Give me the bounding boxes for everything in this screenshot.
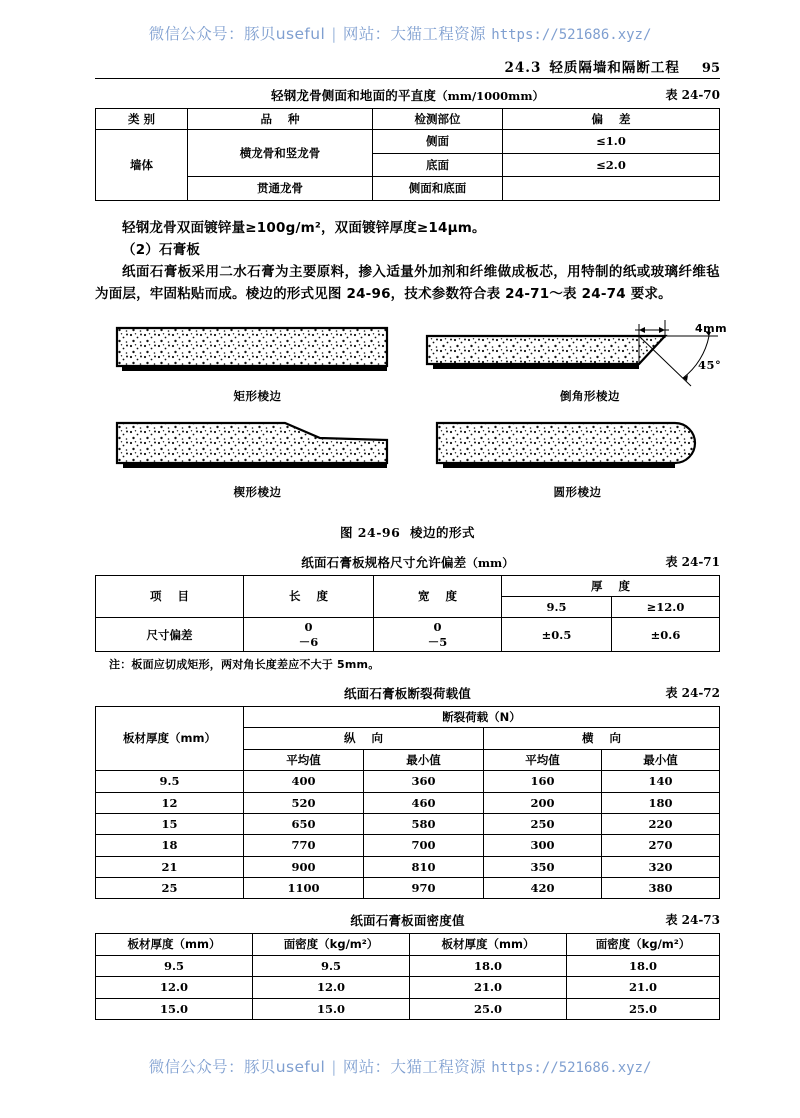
th-thickness-9-5: 9.5 — [502, 596, 612, 617]
th-density-2: 面密度（kg/m²） — [567, 934, 720, 955]
table-row — [96, 618, 720, 652]
table-24-73-title: 纸面石膏板面密度值 — [350, 913, 465, 929]
th-long-avg: 平均值 — [244, 749, 364, 770]
table-24-71-note: 注：板面应切成矩形，两对角长度差应不大于 5mm。 — [109, 658, 380, 672]
table-row — [96, 955, 720, 976]
table-row — [96, 977, 720, 998]
table-24-73 — [95, 933, 720, 1020]
th-trans-min: 最小值 — [602, 749, 720, 770]
table-24-70 — [95, 108, 720, 201]
table-row-header — [96, 707, 720, 728]
cell-long-avg: 520 — [244, 792, 364, 813]
section-title: 轻质隔墙和隔断工程 — [549, 60, 680, 76]
th-thickness: 厚 度 — [502, 575, 720, 596]
watermark-site-label: 网站：大猫工程资源 — [342, 25, 486, 43]
table-row — [96, 856, 720, 877]
figure-bevel-edge-drawing — [425, 316, 720, 395]
cell-category-wall: 墙体 — [96, 130, 188, 200]
paragraph-gypsum-description: 纸面石膏板采用二水石膏为主要原料，掺入适量外加剂和纤维做成板芯，用特制的纸或玻璃纤维毡为面层，牢固粘贴而成。棱边的形式见图 24-96，技术参数符合表 24-71～表 24-74 要求。 — [95, 264, 720, 303]
th-category: 类 别 — [96, 109, 188, 130]
th-board-thickness: 板材厚度（mm） — [96, 707, 244, 771]
cell-deviation-3 — [503, 177, 720, 200]
cell-density-2: 25.0 — [567, 998, 720, 1019]
cell-thickness: 12 — [96, 792, 244, 813]
cell-position-side: 侧面 — [373, 130, 503, 153]
table-row — [96, 998, 720, 1019]
table-24-71 — [95, 575, 720, 653]
cell-width-top: 0 — [433, 620, 442, 635]
cell-long-avg: 650 — [244, 813, 364, 834]
figure-label-wedge: 楔形棱边 — [233, 484, 282, 499]
table-24-73-number: 表 24-73 — [665, 913, 720, 928]
watermark-separator: | — [331, 1058, 337, 1076]
watermark-top — [0, 22, 800, 44]
cell-thickness: 15 — [96, 813, 244, 834]
th-thickness-2: 板材厚度（mm） — [410, 934, 567, 955]
figure-24-96 — [95, 316, 728, 521]
cell-thickness-2: 18.0 — [410, 955, 567, 976]
table-24-72-title: 纸面石膏板断裂荷载值 — [343, 686, 471, 702]
cell-thickness-2: 21.0 — [410, 977, 567, 998]
cell-trans-avg: 300 — [484, 835, 602, 856]
table-24-70-caption — [95, 86, 720, 104]
cell-density-2: 21.0 — [567, 977, 720, 998]
figure-rect-edge-drawing — [115, 322, 400, 388]
th-long-min: 最小值 — [364, 749, 484, 770]
figure-label-round: 圆形棱边 — [553, 484, 602, 499]
cell-long-min: 810 — [364, 856, 484, 877]
table-row — [96, 771, 720, 792]
cell-long-min: 580 — [364, 813, 484, 834]
th-thickness-1: 板材厚度（mm） — [96, 934, 253, 955]
table-24-72-caption — [95, 684, 720, 702]
figure-caption-text: 棱边的形式 — [410, 524, 476, 540]
figure-label-rect: 矩形棱边 — [233, 388, 282, 403]
th-item: 项 目 — [96, 575, 244, 618]
watermark-bottom — [0, 1055, 800, 1077]
cell-long-min: 970 — [364, 878, 484, 899]
cell-kind-through: 贯通龙骨 — [188, 177, 373, 200]
cell-thickness-1: 15.0 — [96, 998, 253, 1019]
cell-long-avg: 1100 — [244, 878, 364, 899]
table-row-header — [96, 575, 720, 596]
running-head-title — [505, 56, 680, 76]
th-deviation: 偏 差 — [503, 109, 720, 130]
cell-thickness-2: 25.0 — [410, 998, 567, 1019]
table-row — [96, 813, 720, 834]
figure-wedge-edge-drawing — [115, 419, 400, 485]
table-row — [96, 835, 720, 856]
table-row-header — [96, 109, 720, 130]
cell-thickness: 21 — [96, 856, 244, 877]
watermark-wechat-label: 微信公众号：豚贝useful — [148, 25, 326, 43]
figure-label-bevel: 倒角形棱边 — [560, 388, 620, 403]
cell-kind-studs: 横龙骨和竖龙骨 — [188, 130, 373, 177]
table-24-70-number: 表 24-70 — [665, 88, 720, 102]
watermark-separator: | — [331, 25, 337, 43]
cell-trans-avg: 200 — [484, 792, 602, 813]
table-row-header — [96, 934, 720, 955]
cell-length-top: 0 — [304, 620, 313, 635]
cell-length-tolerance — [244, 618, 374, 652]
paragraph-zinc-coating: 轻钢龙骨双面镀锌量≥100g/m²，双面镀锌厚度≥14μm。 — [122, 219, 486, 236]
running-head-rule — [95, 78, 720, 79]
table-24-70-title: 轻钢龙骨侧面和地面的平直度 — [271, 88, 437, 103]
cell-width-bottom: －5 — [427, 634, 448, 649]
table-24-71-caption — [95, 553, 720, 571]
cell-trans-min: 220 — [602, 813, 720, 834]
th-breaking-load: 断裂荷载（N） — [244, 707, 720, 728]
cell-length-bottom: －6 — [298, 634, 319, 649]
th-length: 长 度 — [244, 575, 374, 618]
cell-position-side-bottom: 侧面和底面 — [373, 177, 503, 200]
table-row — [96, 792, 720, 813]
cell-trans-avg: 420 — [484, 878, 602, 899]
table-row — [96, 878, 720, 899]
cell-thickness-1: 12.0 — [96, 977, 253, 998]
cell-item-dim-deviation: 尺寸偏差 — [96, 618, 244, 652]
cell-thickness: 25 — [96, 878, 244, 899]
th-transverse: 横 向 — [484, 728, 720, 749]
cell-density-1: 9.5 — [253, 955, 410, 976]
cell-trans-min: 140 — [602, 771, 720, 792]
cell-trans-min: 320 — [602, 856, 720, 877]
content-column — [95, 86, 728, 1020]
cell-deviation-2: ≤2.0 — [503, 153, 720, 176]
figure-annotation-angle: 45° — [698, 357, 722, 372]
watermark-site-label: 网站：大猫工程资源 — [342, 1058, 486, 1076]
watermark-url: https://521686.xyz/ — [491, 1060, 652, 1076]
cell-density-2: 18.0 — [567, 955, 720, 976]
table-row — [96, 130, 720, 153]
cell-long-min: 700 — [364, 835, 484, 856]
cell-long-avg: 900 — [244, 856, 364, 877]
table-row — [96, 177, 720, 200]
table-24-71-title: 纸面石膏板规格尺寸允许偏差 — [301, 554, 467, 570]
page-number: 95 — [701, 61, 720, 76]
table-24-71-unit: （mm） — [466, 555, 514, 570]
cell-trans-avg: 350 — [484, 856, 602, 877]
table-24-72 — [95, 706, 720, 899]
cell-trans-min: 180 — [602, 792, 720, 813]
th-position: 检测部位 — [373, 109, 503, 130]
table-24-70-unit: （mm/1000mm） — [436, 89, 544, 103]
cell-long-min: 460 — [364, 792, 484, 813]
cell-density-1: 15.0 — [253, 998, 410, 1019]
th-width: 宽 度 — [374, 575, 502, 618]
section-number: 24.3 — [504, 60, 542, 76]
figure-annotation-dimension: 4mm — [695, 321, 728, 335]
cell-width-tolerance — [374, 618, 502, 652]
cell-long-avg: 400 — [244, 771, 364, 792]
running-head — [95, 56, 720, 80]
paragraph-gypsum-heading: （2）石膏板 — [122, 241, 201, 258]
th-longitudinal: 纵 向 — [244, 728, 484, 749]
watermark-wechat-label: 微信公众号：豚贝useful — [148, 1058, 326, 1076]
figure-caption-prefix: 图 24-96 — [339, 524, 401, 540]
th-trans-avg: 平均值 — [484, 749, 602, 770]
cell-thickness: 9.5 — [96, 771, 244, 792]
cell-trans-avg: 160 — [484, 771, 602, 792]
cell-trans-min: 270 — [602, 835, 720, 856]
watermark-url: https://521686.xyz/ — [491, 27, 652, 43]
cell-thickness: 18 — [96, 835, 244, 856]
figure-24-96-caption — [95, 523, 720, 541]
cell-long-min: 360 — [364, 771, 484, 792]
cell-thk-12-tolerance: ±0.6 — [612, 618, 720, 652]
cell-density-1: 12.0 — [253, 977, 410, 998]
cell-thickness-1: 9.5 — [96, 955, 253, 976]
th-thickness-12: ≥12.0 — [612, 596, 720, 617]
cell-position-bottom: 底面 — [373, 153, 503, 176]
cell-long-avg: 770 — [244, 835, 364, 856]
table-24-73-caption — [95, 911, 720, 929]
table-24-71-number: 表 24-71 — [665, 554, 720, 569]
table-24-72-number: 表 24-72 — [665, 686, 720, 701]
cell-deviation-1: ≤1.0 — [503, 130, 720, 153]
cell-trans-min: 380 — [602, 878, 720, 899]
cell-thk-9-5-tolerance: ±0.5 — [502, 618, 612, 652]
th-density-1: 面密度（kg/m²） — [253, 934, 410, 955]
th-kind: 品 种 — [188, 109, 373, 130]
figure-round-edge-drawing — [435, 419, 720, 485]
cell-trans-avg: 250 — [484, 813, 602, 834]
